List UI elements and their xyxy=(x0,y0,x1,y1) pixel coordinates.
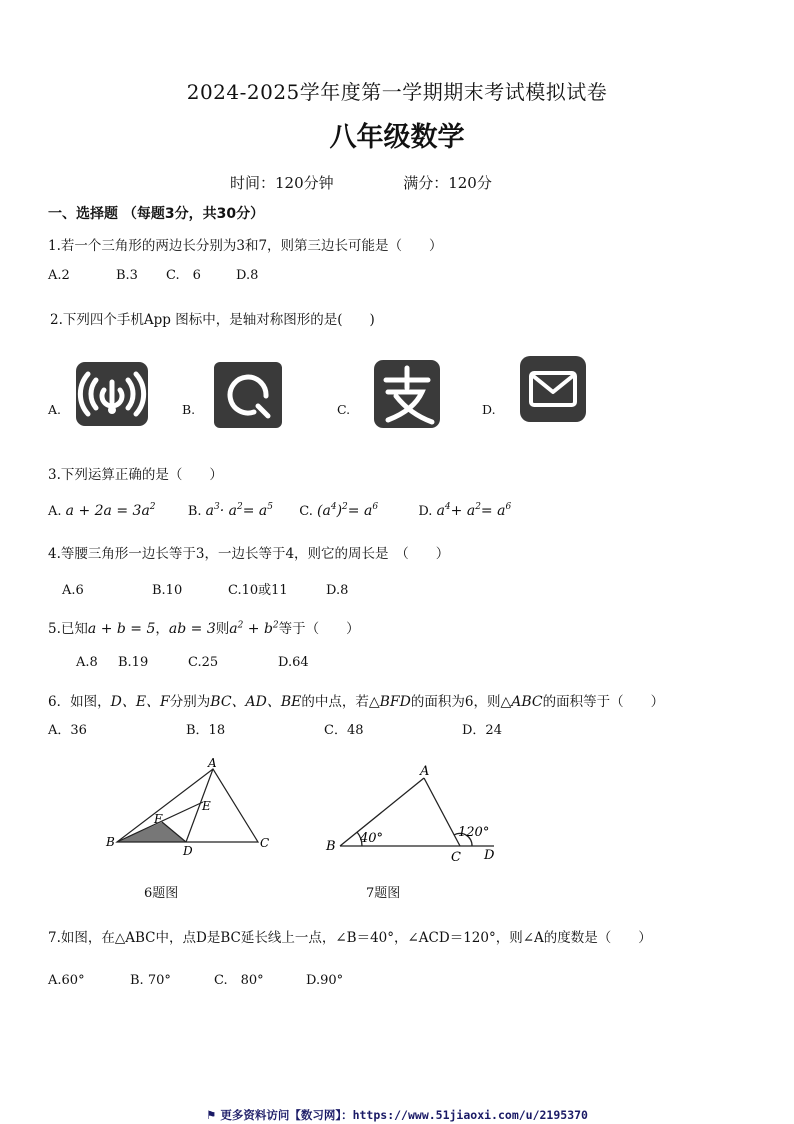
option-d: D.90° xyxy=(306,973,344,988)
option-b: B.3 xyxy=(116,268,138,283)
flag-icon: ⚑ xyxy=(206,1108,221,1122)
exam-time: 时间：120分钟 xyxy=(230,174,334,192)
label-a: A xyxy=(208,756,217,770)
option-d-expr: $a^4+ a^2= a^6$ xyxy=(436,502,512,519)
label-d: D xyxy=(484,848,495,863)
footer-link[interactable]: ⚑ 更多资料访问【数习网】：https://www.51jiaoxi.com/u/2195370 xyxy=(206,1108,588,1122)
option-a: A.60° xyxy=(48,973,85,988)
label-b: B xyxy=(106,835,115,849)
figure-6-triangle xyxy=(100,755,280,855)
option-c: C.10或11 xyxy=(228,583,288,598)
question-5-options xyxy=(76,655,309,670)
option-d: D. xyxy=(418,503,433,519)
question-6-options xyxy=(48,719,502,738)
option-c: C. xyxy=(337,402,351,417)
question-2-stem: 2.下列四个手机App 图标中，是轴对称图形的是( ) xyxy=(50,312,375,328)
option-d: D.8 xyxy=(326,583,349,598)
option-b-expr: $a^3\cdot a^2= a^5$ xyxy=(205,502,273,519)
exam-info xyxy=(230,172,492,193)
shaded-triangle-bfd xyxy=(117,822,186,842)
question-7-stem: 7.如图，在△ABC中，点D是BC延长线上一点，∠B＝40°，∠ACD＝120°，则∠A的度数是（ ） xyxy=(48,930,652,946)
option-d: D.64 xyxy=(278,655,309,670)
exam-score: 满分：120分 xyxy=(403,174,492,192)
figure-7-caption: 7题图 xyxy=(366,886,401,901)
option-b: B．18 xyxy=(186,723,226,738)
section-heading: 一、选择题 （每题3分，共30分） xyxy=(48,206,265,222)
option-d: D. xyxy=(482,402,496,417)
option-d: D.8 xyxy=(236,268,259,283)
option-a: A.6 xyxy=(62,583,84,598)
option-a-expr: $a + 2a = 3a^2$ xyxy=(65,502,156,519)
option-a: A. xyxy=(48,503,62,519)
option-b: B.19 xyxy=(118,655,149,670)
option-c-expr: $(a^4)^2= a^6$ xyxy=(317,502,379,519)
option-c: C.25 xyxy=(188,655,219,670)
exam-title: 2024-2025学年度第一学期期末考试模拟试卷 xyxy=(186,80,608,104)
option-b: B.10 xyxy=(152,583,183,598)
label-e: E xyxy=(202,799,211,813)
question-5-stem: 5.已知a + b = 5，ab = 3则$a^2 + b^2$等于（ ） xyxy=(48,620,360,637)
option-a: A．36 xyxy=(48,723,87,738)
exam-subject: 八年级数学 xyxy=(329,122,465,153)
option-b: B. xyxy=(187,503,202,519)
question-7-options xyxy=(48,969,343,988)
option-b: B. xyxy=(182,402,196,417)
option-a: A.8 xyxy=(76,655,98,670)
label-c: C xyxy=(451,850,461,864)
option-c: C. 80° xyxy=(214,973,264,988)
question-1-stem: 1.若一个三角形的两边长分别为3和7，则第三边长可能是（ ） xyxy=(48,238,443,254)
label-f: F xyxy=(154,812,163,826)
figure-6-caption: 6题图 xyxy=(144,886,179,901)
option-b: B. 70° xyxy=(130,973,171,988)
option-a: A.2 xyxy=(48,268,70,283)
angle-b-label: 40° xyxy=(360,831,384,846)
question-6-stem: 6．如图，D、E、F分别为BC、AD、BE的中点，若△BFD的面积为6，则△ABC的面积等于（ ） xyxy=(48,694,665,710)
figure-7-triangle xyxy=(322,760,502,864)
wifi-signal-icon xyxy=(76,362,148,426)
option-c: C．48 xyxy=(324,723,364,738)
label-b: B xyxy=(326,839,336,854)
alipay-icon xyxy=(374,360,440,428)
option-c: C. xyxy=(299,503,313,519)
mail-icon xyxy=(520,356,586,422)
angle-acd-label: 120° xyxy=(458,825,490,840)
option-a: A. xyxy=(48,402,62,417)
option-d: D．24 xyxy=(462,723,502,738)
question-3-stem: 3.下列运算正确的是（ ） xyxy=(48,467,223,483)
label-d: D xyxy=(183,844,193,855)
quark-q-icon xyxy=(214,362,282,428)
question-4-options xyxy=(62,579,348,598)
question-1-options xyxy=(48,264,258,283)
label-a: A xyxy=(420,764,430,779)
label-c: C xyxy=(260,836,270,850)
question-4-stem: 4.等腰三角形一边长等于3，一边长等于4，则它的周长是 （ ） xyxy=(48,546,450,562)
option-c: C. 6 xyxy=(166,268,201,283)
question-3-options xyxy=(48,502,511,519)
